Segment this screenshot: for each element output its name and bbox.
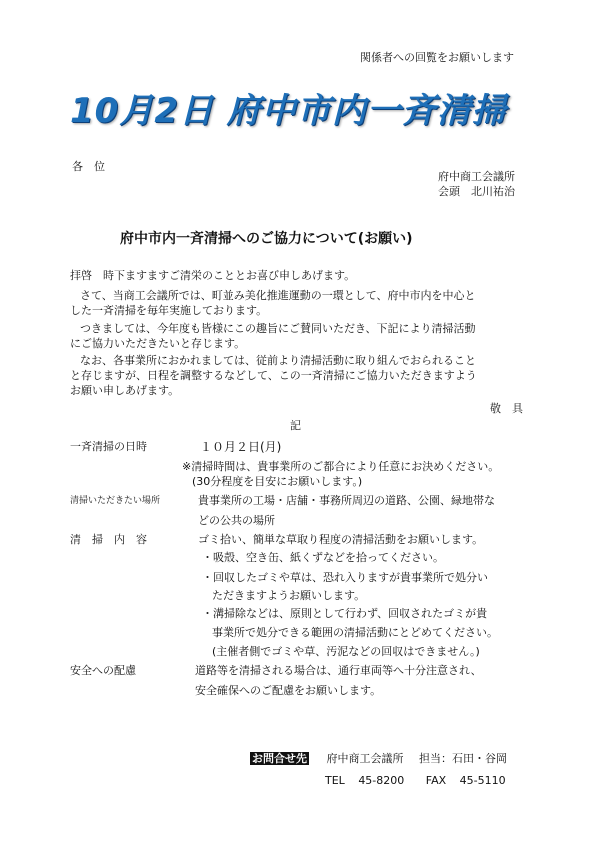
date-note: ※清掃時間は、貴事業所のご都合により任意にお決めください。 bbox=[182, 460, 500, 473]
content-text: ゴミ拾い、簡単な草取り程度の清掃活動をお願いします。 bbox=[198, 533, 484, 546]
body-line: さて、当商工会議所では、町並み美化推進運動の一環として、府中市内を中心と bbox=[80, 289, 476, 302]
contact-person: 担当：石田・谷岡 bbox=[419, 752, 507, 765]
addressee: 各 位 bbox=[72, 160, 105, 173]
body-line: と存じますが、日程を調整するなどして、この一斉清掃にご協力いただきますよう bbox=[70, 369, 477, 382]
body-line: 拝啓 時下ますますご清栄のこととお喜び申しあげます。 bbox=[70, 269, 356, 282]
body-line: なお、各事業所におかれましては、従前より清掃活動に取り組んでおられること bbox=[80, 354, 476, 367]
body-line: つきましては、今年度も皆様にこの趣旨にご賛同いただき、下記により清掃活動 bbox=[80, 322, 476, 335]
place-text: どの公共の場所 bbox=[198, 514, 275, 527]
content-bullet: ただきますようお願いします。 bbox=[212, 589, 366, 602]
safety-text: 道路等を清掃される場合は、通行車両等へ十分注意され、 bbox=[195, 664, 482, 677]
place-label: 清掃いただきたい場所 bbox=[70, 496, 161, 506]
content-bullet: (主催者側でゴミや草、汚泥などの回収はできません。) bbox=[212, 645, 480, 658]
body-line: お願い申しあげます。 bbox=[70, 384, 180, 397]
contact-phone-line bbox=[325, 774, 506, 787]
contact-org: 府中商工会議所 bbox=[326, 752, 404, 765]
fax-number: 45-5110 bbox=[459, 774, 506, 787]
sender-org: 府中商工会議所 bbox=[438, 170, 515, 183]
safety-label: 安全への配慮 bbox=[70, 664, 136, 677]
body-line: した一斉清掃を毎年実施しております。 bbox=[70, 304, 268, 317]
contact-badge: お問合せ先 bbox=[252, 752, 307, 765]
letter-subject: 府中市内一斉清掃へのご協力について(お願い) bbox=[120, 231, 413, 247]
tel-number: 45-8200 bbox=[358, 774, 405, 787]
content-bullet: 事業所で処分できる範囲の清掃活動にとどめてください。 bbox=[212, 626, 498, 639]
safety-text: 安全確保へのご配慮をお願いします。 bbox=[195, 684, 382, 697]
contact-line bbox=[250, 752, 507, 765]
circulation-note: 関係者への回覧をお願いします bbox=[360, 51, 514, 64]
tel-label: TEL bbox=[325, 774, 345, 787]
fax-label: FAX bbox=[425, 774, 447, 787]
closing-phrase: 敬 具 bbox=[490, 402, 523, 415]
content-bullet: ・回収したゴミや草は、恐れ入りますが貴事業所で処分い bbox=[202, 571, 488, 584]
page-title: 10月2日 府中市内一斉清掃 bbox=[70, 91, 507, 131]
ki-heading: 記 bbox=[290, 419, 301, 432]
content-bullet: ・溝掃除などは、原則として行わず、回収されたゴミが貴 bbox=[202, 607, 488, 620]
date-label: 一斉清掃の日時 bbox=[70, 440, 147, 453]
place-text: 貴事業所の工場・店舗・事務所周辺の道路、公園、緑地帯な bbox=[198, 494, 495, 507]
content-bullet: ・吸殻、空き缶、紙くずなどを拾ってください。 bbox=[202, 551, 444, 564]
content-label: 清 掃 内 容 bbox=[70, 533, 147, 546]
body-line: にご協力いただきたいと存じます。 bbox=[70, 337, 246, 350]
date-value: １０月２日(月) bbox=[200, 440, 282, 454]
sender-name: 会頭 北川祐治 bbox=[438, 185, 515, 198]
date-note: (30分程度を目安にお願いします。) bbox=[192, 475, 363, 488]
